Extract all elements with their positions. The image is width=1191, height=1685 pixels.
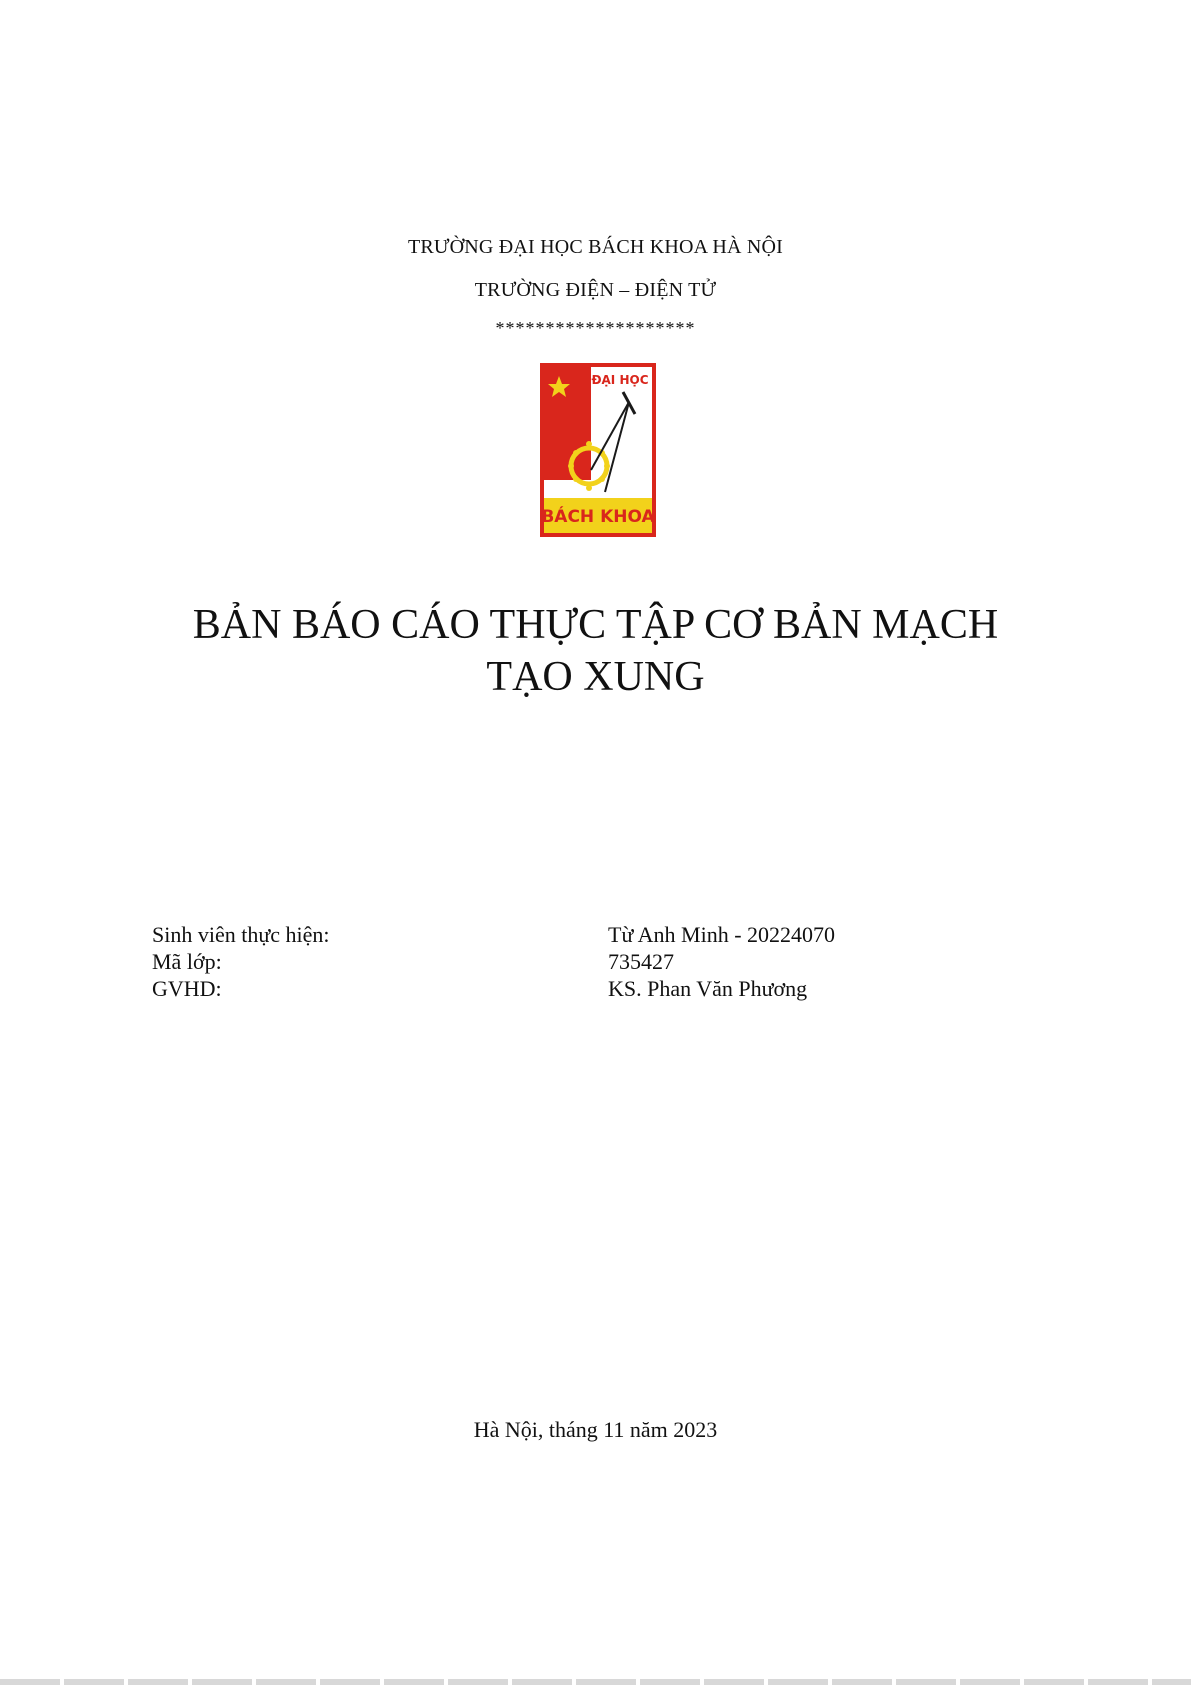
place-date: Hà Nội, tháng 11 năm 2023 xyxy=(473,1417,718,1442)
header-separator: ******************** xyxy=(495,318,696,338)
university-name: TRƯỜNG ĐẠI HỌC BÁCH KHOA HÀ NỘI xyxy=(407,236,784,258)
info-row-class xyxy=(152,948,1052,976)
advisor-label: GVHD: xyxy=(152,976,222,1001)
logo-bottom-text: BÁCH KHOA xyxy=(541,507,655,527)
student-label: Sinh viên thực hiện: xyxy=(152,922,330,947)
page-bottom-edge xyxy=(0,1679,1191,1685)
report-title-line-1: BẢN BÁO CÁO THỰC TẬP CƠ BẢN MẠCH xyxy=(192,602,999,648)
logo-top-text: ĐẠI HỌC xyxy=(591,373,649,387)
hust-logo-icon xyxy=(539,362,657,538)
advisor-value: KS. Phan Văn Phương xyxy=(608,976,808,1001)
class-code-value: 735427 xyxy=(608,949,674,974)
class-code-label: Mã lớp: xyxy=(152,949,222,974)
student-value: Từ Anh Minh - 20224070 xyxy=(608,922,836,947)
info-row-advisor xyxy=(152,975,1052,1003)
logo-red-band xyxy=(544,367,591,480)
faculty-name: TRƯỜNG ĐIỆN – ĐIỆN TỬ xyxy=(474,279,717,301)
report-title-line-2: TẠO XUNG xyxy=(486,654,705,700)
info-row-student xyxy=(152,921,1052,949)
